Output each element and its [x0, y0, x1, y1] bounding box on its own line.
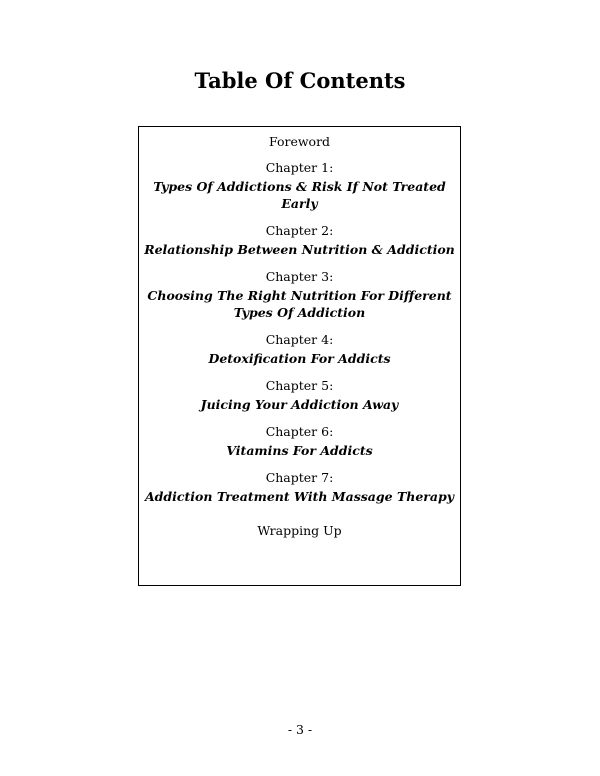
page-title: Table Of Contents: [194, 68, 406, 93]
chapter-title: Choosing The Right Nutrition For Different Types Of Addiction: [147, 288, 452, 320]
toc-item-chapter-3[interactable]: [139, 269, 460, 321]
toc-item-chapter-4[interactable]: [139, 332, 460, 367]
wrapping-up-label: Wrapping Up: [257, 523, 342, 538]
chapter-label: Chapter 2:: [265, 223, 334, 238]
foreword-label: Foreword: [268, 134, 331, 149]
chapter-title: Types Of Addictions & Risk If Not Treated Early: [153, 179, 446, 211]
page-number: - 3 -: [287, 722, 313, 737]
chapter-label: Chapter 7:: [265, 470, 334, 485]
chapter-title: Juicing Your Addiction Away: [200, 397, 399, 412]
chapter-title: Vitamins For Addicts: [226, 443, 373, 458]
toc-item-chapter-1[interactable]: [139, 160, 460, 212]
chapter-label: Chapter 1:: [265, 160, 334, 175]
toc-item-chapter-7[interactable]: [139, 470, 460, 505]
table-of-contents-box: [138, 126, 461, 586]
chapter-title: Detoxification For Addicts: [208, 351, 391, 366]
chapter-label: Chapter 6:: [265, 424, 334, 439]
chapter-title: Addiction Treatment With Massage Therapy: [144, 489, 454, 504]
toc-item-chapter-5[interactable]: [139, 378, 460, 413]
chapter-title: Relationship Between Nutrition & Addiction: [144, 242, 455, 257]
toc-item-foreword[interactable]: [139, 134, 460, 150]
toc-list: [139, 134, 460, 539]
toc-item-chapter-6[interactable]: [139, 424, 460, 459]
toc-item-chapter-2[interactable]: [139, 223, 460, 258]
chapter-label: Chapter 4:: [265, 332, 334, 347]
toc-item-wrapping-up[interactable]: [139, 523, 460, 539]
chapter-label: Chapter 3:: [265, 269, 334, 284]
chapter-label: Chapter 5:: [265, 378, 334, 393]
